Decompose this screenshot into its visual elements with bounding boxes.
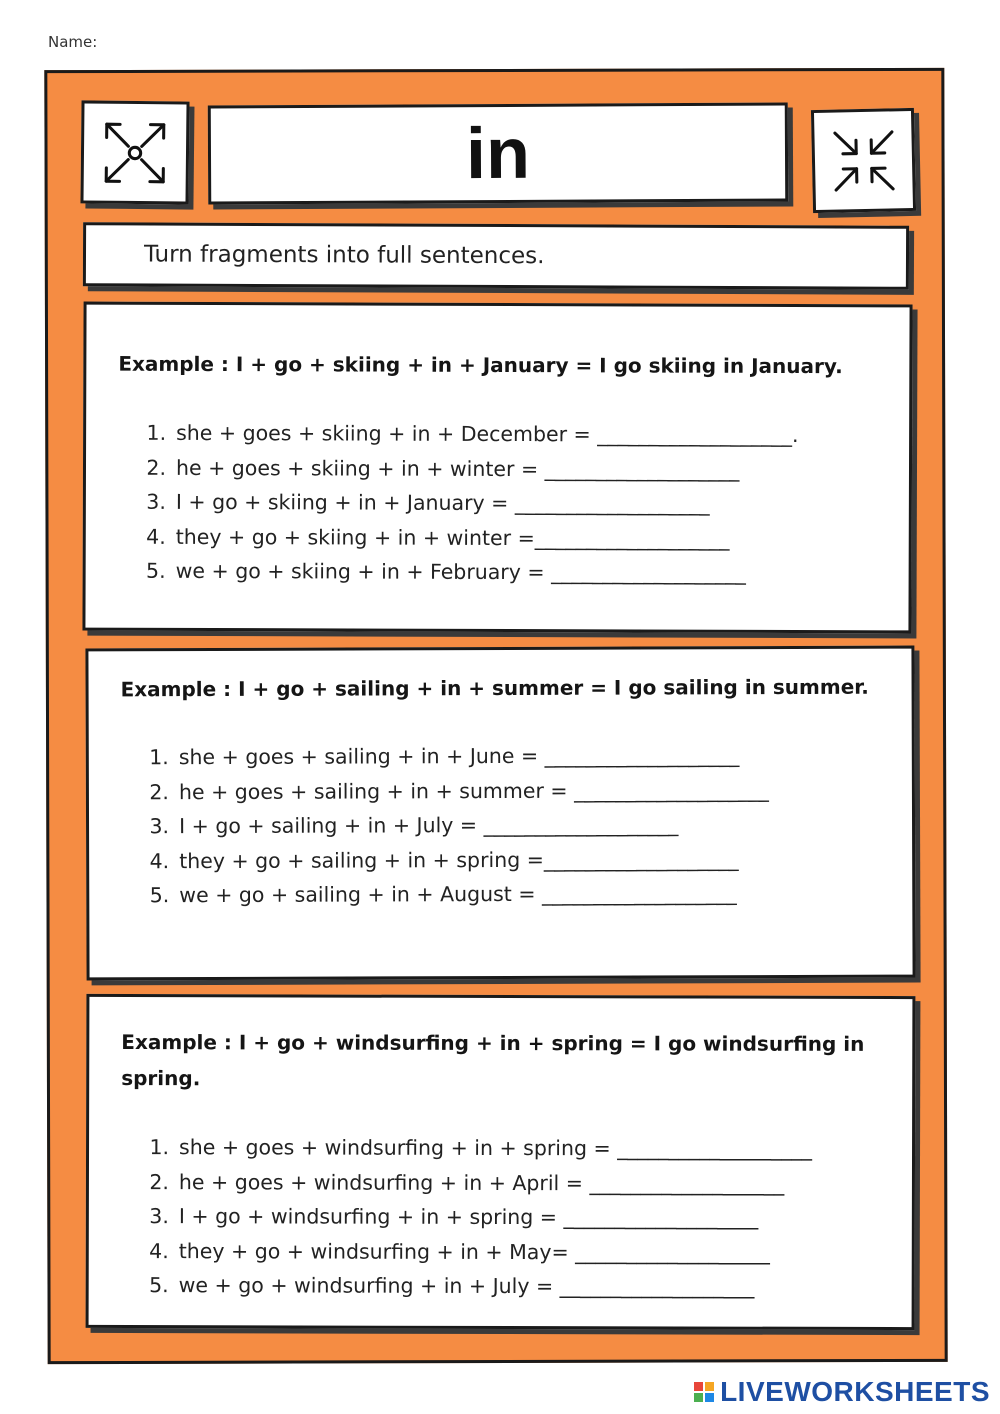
list-item[interactable]: 3. I + go + skiing + in + January = ___________________ <box>146 489 710 516</box>
collapse-arrows-icon <box>825 122 903 200</box>
name-label: Name: <box>48 33 98 51</box>
collapse-button[interactable] <box>811 108 916 213</box>
section-skiing <box>82 302 912 634</box>
list-item[interactable]: 5. we + go + sailing + in + August = ___________________ <box>149 881 737 908</box>
exercise-list <box>137 1130 892 1304</box>
list-item[interactable]: 4. they + go + skiing + in + winter =___________________ <box>146 524 730 551</box>
example-sentence: Example : I + go + skiing + in + January = I go skiing in January. <box>118 351 843 379</box>
list-item[interactable]: 1. she + goes + windsurfing + in + spring = ___________________ <box>149 1135 813 1161</box>
instruction-text: Turn fragments into full sentences. <box>143 241 545 270</box>
logo-blocks-icon <box>694 1382 714 1402</box>
list-item[interactable]: 2. he + goes + windsurfing + in + April = ___________________ <box>149 1169 785 1196</box>
list-item[interactable]: 5. we + go + skiing + in + February = ___________________ <box>146 558 746 585</box>
list-item[interactable]: 2. he + goes + skiing + in + winter = ___________________ <box>146 455 740 482</box>
list-item[interactable]: 4. they + go + windsurfing + in + May= ___________________ <box>149 1238 770 1265</box>
example-sentence: Example : I + go + windsurfing + in + spring = I go windsurfing in spring. <box>121 1030 865 1091</box>
exercise-list <box>137 738 893 913</box>
page-title: in <box>208 102 789 204</box>
list-item[interactable]: 3. I + go + windsurfing + in + spring = ___________________ <box>149 1204 759 1230</box>
section-sailing <box>85 646 915 981</box>
exercise-list <box>134 416 890 591</box>
list-item[interactable]: 3. I + go + sailing + in + July = ___________________ <box>149 812 679 839</box>
list-item[interactable]: 2. he + goes + sailing + in + summer = ___________________ <box>149 777 769 804</box>
expand-button[interactable] <box>80 100 189 204</box>
example-sentence: Example : I + go + sailing + in + summer = I go sailing in summer. <box>120 674 869 702</box>
instruction-box <box>83 222 909 290</box>
brand-text: LIVEWORKSHEETS <box>720 1376 990 1407</box>
list-item[interactable]: 1. she + goes + skiing + in + December = ___________________. <box>146 420 799 448</box>
list-item[interactable]: 4. they + go + sailing + in + spring =___________________ <box>149 846 739 873</box>
list-item[interactable]: 5. we + go + windsurfing + in + July = ___________________ <box>149 1273 755 1299</box>
expand-arrows-icon <box>97 114 174 191</box>
list-item[interactable]: 1. she + goes + sailing + in + June = ___________________ <box>149 743 740 770</box>
section-windsurfing <box>86 994 916 1330</box>
liveworksheets-logo[interactable] <box>694 1376 990 1408</box>
